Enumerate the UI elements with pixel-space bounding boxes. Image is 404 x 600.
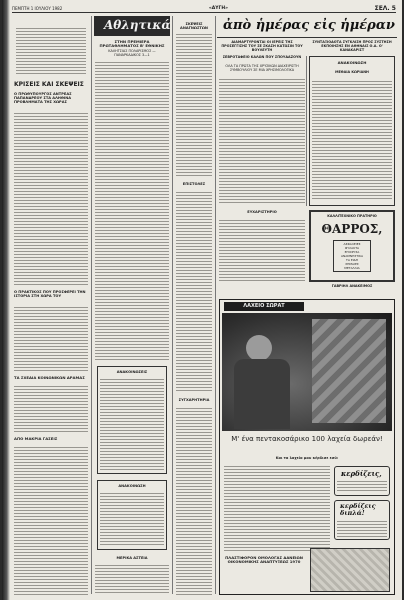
sports-text [95,62,169,360]
lottery-headline: Μ' ένα πεντακοσάρικο 100 λαχεία δωρεάν! [231,435,383,443]
tharros-list [333,240,371,272]
tharros-line: ΣΗΜΑΙΕΣ [345,262,359,266]
tharros-brand: ΘΑΡΡΟΣ, [321,222,383,236]
kerdizeis-2: κερδίζεις διπλά! [340,502,376,517]
right-text [219,79,305,204]
masthead-block [14,26,88,78]
article-text [14,447,88,595]
jokes-heading: ΜΕΡΙΚΑ ΑΣΤΕΙΑ [116,556,148,560]
tharros-line: ΤΑ ΕΙΔΗ [346,258,358,262]
lottery-bar-text: ΛΑΧΕΙΟ ΣΩΡΑΤ [243,303,285,309]
notice-heading: ΑΝΑΚΟΙΝΩΣΗ [337,60,367,65]
article-text [14,113,88,285]
jokes-text [95,565,169,595]
header-page-number: ΣΕΛ. 5 [374,4,396,12]
heading-kriseis: ΚΡΙΣΕΙΣ ΚΑΙ ΣΚΕΨΕΙΣ [14,81,84,88]
tharros-ad [309,210,395,282]
tharros-line: ΑΝΑΜΝΗΣΤΙΚΑ [340,254,364,258]
header-title: «ΑΥΓΗ» [208,5,229,11]
lottery-ad [219,299,395,595]
page-shadow-edge [2,0,10,600]
column-rule [172,16,173,594]
bonds-heading: ΠΛΑΣΤΙΦΟΡΟΝ ΟΜΟΛΟΓΑΣ ΔΑΝΕΙΩΝ ΟΙΚΟΝΟΜΙΚΗΣ ΑΝΑΠΤΥΞΕΩΣ 1970 [225,555,303,565]
day-banner [217,16,397,38]
subhead-history: Ο ΠΡΑΚΤΙΚΟΣ ΠΟΥ ΠΡΟΣΦΕΡΕΙ ΤΗΝ ΙΣΤΟΡΙΑ ΣΤΗ ΧΩΡΑ ΤΟΥ [14,290,86,299]
sports-subhead: ΚΑΛΗΤΣΙΑΣ ΠΟΛΑΡΙΣΜΟΣ — ΠΑΝΑΡΚΑΔΙΚΟΣ 3—1 [108,49,156,57]
day-banner-text: ἀπὸ ἡμέρας εἰς ἡμέραν [223,18,395,33]
column-3-text [176,34,212,176]
tharros-ad-top: ΚΑΛΛΙΤΕΧΝΙΚΟ ΠΡΑΤΗΡΙΟ [327,214,377,218]
lottery-photo [222,313,392,431]
tharros-address: ΓΑΒΡΙΗΛ ΑΝΑΚΕΙΜΟΣ [331,284,373,288]
man-body [234,359,290,429]
letters-heading: ΕΠΙΣΤΟΛΕΣ [182,182,206,186]
heading-from-afar: ΑΠΟ ΜΑΚΡΙΑ ΓΑΣΕΙΣ [14,436,58,441]
newspaper-page [2,0,402,600]
lottery-text [224,466,330,552]
readers-thoughts-heading: ΣΚΕΨΕΙΣ ΑΝΑΓΝΩΣΤΩΝ [180,22,208,31]
notice-name: ΜΕΘΑΙΑ ΚΩΡΙΑΝΗ [335,70,369,74]
congratulations-heading: ΣΥΓΧΑΡΗΤΗΡΙΑ [178,398,210,402]
column-3-text [176,192,212,392]
tharros-line: ΜΕΤΑΛΛΙΑ [344,266,360,270]
announcement-label: ΑΝΑΚΟΙΝΩΣΗ [118,484,146,488]
lottery-tickets [312,319,386,423]
kerdizeis-1: κερδίζεις, [341,469,382,478]
man-face [246,335,272,361]
tharros-line: ΦΥΛΑΚΤΑ [344,246,360,250]
thanks-text [219,220,305,282]
page-header [12,4,396,13]
sub-heading: ΟΛΑ ΤΑ ΠΡΩΤΑ ΤΗΣ ΧΡΥΣΙΚΩΝ ΔΙΑΧΕΙΡΙΣΤΗ ΣΥΜΒΟΥΛΙΟΥ ΣΕ ΜΙΑ ΧΡΗΣΙΜΟΛΟΓΙΚΑ [225,64,299,72]
lottery-subline: Και τα λαχεία μου κέρδισε εσύ: [275,456,339,460]
column-3-text [176,408,212,596]
tharros-line: ΕΠΙΧΡΥΣΑ [344,250,360,254]
tharros-line: ΑΣΦΑΛΕΙΕΣ [343,242,361,246]
heading-social-plans: ΤΑ ΣΧΕΔΙΑ ΚΟΙΝΩΝΙΚΩΝ ΔΡΑΜΑΣ [14,375,85,380]
column-1 [12,16,90,594]
strip-heading: ΣΕΒΡΟΤΑΦΕΙΟ ΚΑΛΩΝ ΠΟΥ ΣΠΟΥΔΑΖΟΥΝ [222,55,302,59]
announcement-box [97,480,167,550]
inner-rule [306,56,307,206]
column-3 [174,16,214,594]
kerdizeis-box [334,466,390,496]
thanks-heading: ΕΥΧΑΡΙΣΤΗΡΙΟ [247,210,277,214]
column-rule [215,16,216,594]
header-date: ΠΕΜΠΤΗ 1 ΙΟΥΛΙΟΥ 1982 [12,5,63,11]
kerdizeis-double-box [334,500,390,540]
priests-headline: ΔΙΑΜΑΡΤΥΡΟΝΤΑΙ ΟΙ ΙΕΡΕΙΣ ΤΗΣ ΠΡΟΣΕΓΓΙΣΗΣ ΤΟΥ ΣΕ ΣΚΑΣΗ ΚΑΤΩΣΙΝ ΤΟΥ ΒΟΥΛΕΥΤΗ [221,40,303,52]
column-rule [91,16,92,594]
article-text [14,386,88,432]
announcements-label: ΑΝΑΚΟΙΝΩΣΕΙΣ [116,370,148,374]
notice-box [309,56,395,206]
right-block [217,16,397,594]
article-text [14,307,88,372]
sports-logo-box [94,16,170,36]
lottery-bar [224,302,304,311]
sports-headline: ΣΤΗΝ ΠΡΕΜΙΕΡΑ ΠΡΩΤΑΘΛΗΜΑΤΟΣ Β' ΕΘΝΙΚΗΣ [99,39,165,49]
column-2 [93,16,171,594]
pension-headline: ΣΥΝΤΑΞΙΟΔΟΤΑ ΣΥΓΚΛΙΣΗ ΠΡΟΣ ΣΥΣΤΗΣΗ ΕΚΠΟΙΗΣΗΣ ΕΝ ΑΘΗΝΑΙΣ Ο.Α. Ο' ΚΑΝΑΚΑΡΙΣΤ [312,40,392,52]
announcements-box [97,366,167,474]
sports-logo: Αθλητικά [104,18,171,32]
bond-image [310,548,390,592]
subhead-prime-minister: Ο ΠΡΩΘΥΠΟΥΡΓΟΣ ΑΝΤΡΕΑΣ ΠΑΠΑΝΔΡΕΟΥ ΣΤΑ ΑΛΗΘΙΝΑ ΠΡΟΒΛΗΜΑΤΑ ΤΗΣ ΧΩΡΑΣ [14,92,72,105]
